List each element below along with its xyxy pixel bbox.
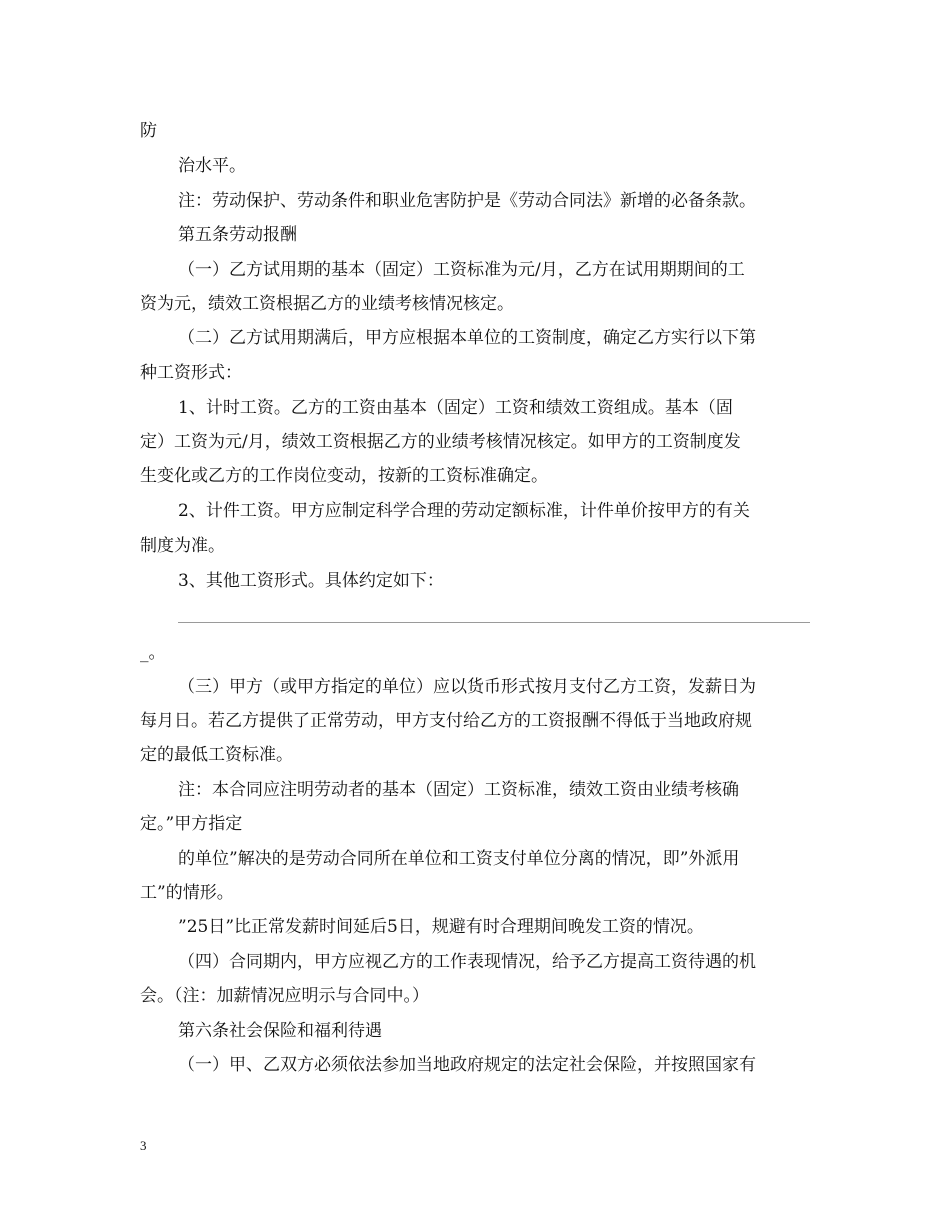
text-line: 防: [140, 121, 157, 141]
text-line: 种工资形式：: [140, 363, 242, 383]
text-line: ”25日”比正常发薪时间延后5日，规避有时合理期间晚发工资的情况。: [178, 917, 704, 937]
text-line: 2、计件工资。甲方应制定科学合理的劳动定额标准，计件单价按甲方的有关: [178, 501, 750, 521]
text-line: 会。（注：加薪情况应明示与合同中。）: [140, 986, 429, 1006]
text-line: 资为元，绩效工资根据乙方的业绩考核情况核定。: [140, 294, 514, 314]
text-line: 每月日。若乙方提供了正常劳动，甲方支付给乙方的工资报酬不得低于当地政府规: [140, 711, 752, 731]
text-line: 定。”甲方指定: [140, 814, 243, 834]
text-line: 工”的情形。: [140, 883, 234, 903]
text-line: 定）工资为元/月，绩效工资根据乙方的业绩考核情况核定。如甲方的工资制度发: [140, 432, 741, 452]
text-line: （一）乙方试用期的基本（固定）工资标准为元/月，乙方在试用期期间的工: [178, 260, 745, 280]
text-line: 1、计时工资。乙方的工资由基本（固定）工资和绩效工资组成。基本（固: [178, 398, 733, 418]
text-line: （四）合同期内，甲方应视乙方的工作表现情况，给予乙方提高工资待遇的机: [178, 952, 756, 972]
page-number: 3: [140, 1138, 147, 1153]
fill-in-blank-line: [178, 622, 810, 623]
section-heading: 第六条社会保险和福利待遇: [178, 1021, 382, 1041]
text-line: 治水平。: [178, 156, 246, 176]
text-line: 的单位”解决的是劳动合同所在单位和工资支付单位分离的情况，即”外派用: [178, 849, 740, 869]
note-line: 注：本合同应注明劳动者的基本（固定）工资标准，绩效工资由业绩考核确: [178, 780, 739, 800]
text-line: 定的最低工资标准。: [140, 745, 293, 765]
text-line: （三）甲方（或甲方指定的单位）应以货币形式按月支付乙方工资，发薪日为: [178, 677, 756, 697]
section-heading: 第五条劳动报酬: [178, 225, 297, 245]
text-line: （一）甲、乙双方必须依法参加当地政府规定的法定社会保险，并按照国家有: [178, 1055, 756, 1075]
text-line: _。: [140, 643, 166, 663]
text-line: 3、其他工资形式。具体约定如下：: [178, 571, 444, 591]
note-line: 注：劳动保护、劳动条件和职业危害防护是《劳动合同法》新增的必备条款。: [178, 191, 756, 211]
text-line: 生变化或乙方的工作岗位变动，按新的工资标准确定。: [140, 466, 548, 486]
text-line: 制度为准。: [140, 536, 225, 556]
text-line: （二）乙方试用期满后，甲方应根据本单位的工资制度，确定乙方实行以下第: [178, 328, 756, 348]
